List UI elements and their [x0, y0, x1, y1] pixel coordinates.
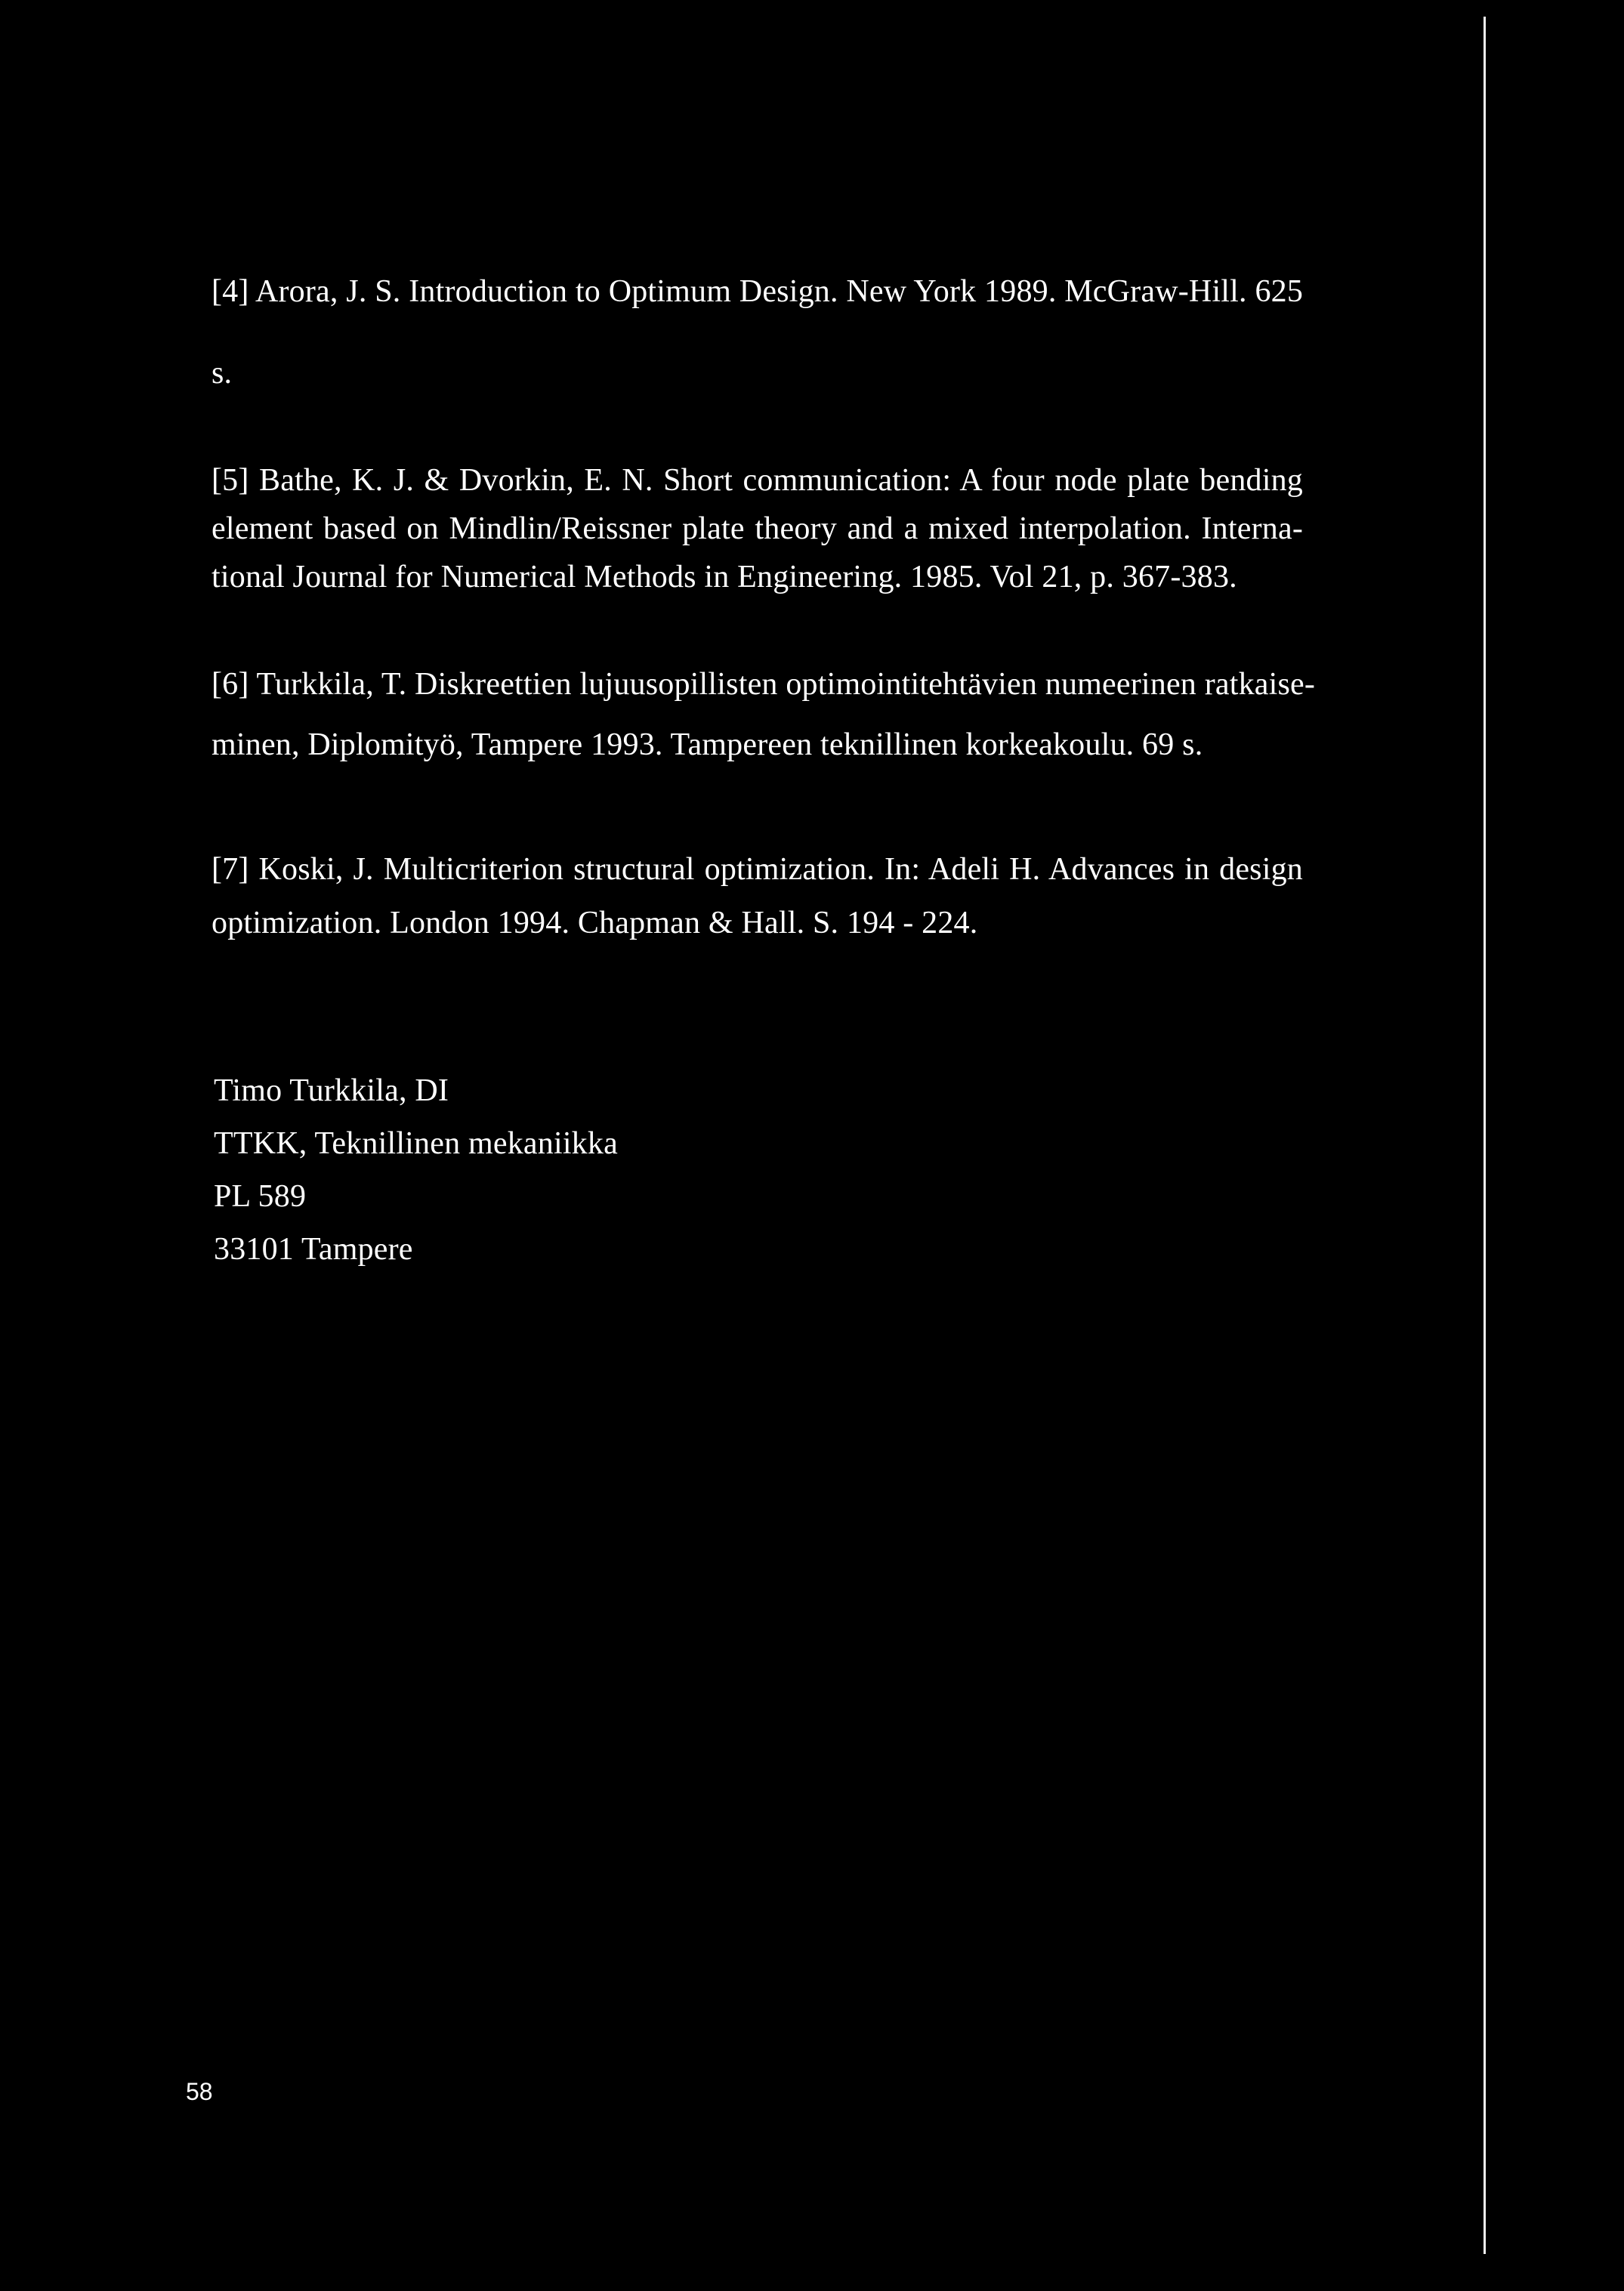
- reference-7-line-1: [7] Koski, J. Multicriterion structural optimization. In: Adeli H. Advances in design: [211, 852, 1303, 887]
- reference-5-line-3: tional Journal for Numerical Methods in Engineering. 1985. Vol 21, p. 367-383.: [211, 560, 1237, 594]
- reference-4-line-2: s.: [211, 356, 233, 391]
- reference-6-line-1: [6] Turkkila, T. Diskreettien lujuusopillisten optimointitehtävien numeerinen ratkaise-: [211, 667, 1316, 702]
- page-edge-line: [1484, 17, 1486, 2254]
- reference-4-line-1: [4] Arora, J. S. Introduction to Optimum Design. New York 1989. McGraw-Hill. 625: [211, 274, 1304, 309]
- reference-6-line-2: minen, Diplomityö, Tampere 1993. Tampereen teknillinen korkeakoulu. 69 s.: [211, 727, 1203, 762]
- author-city: 33101 Tampere: [214, 1232, 413, 1267]
- author-affiliation: TTKK, Teknillinen mekaniikka: [214, 1126, 618, 1161]
- author-po-box: PL 589: [214, 1179, 307, 1214]
- author-name: Timo Turkkila, DI: [214, 1073, 449, 1108]
- reference-5-line-2: element based on Mindlin/Reissner plate theory and a mixed interpolation. Interna-: [211, 511, 1303, 546]
- page-number: 58: [186, 2078, 213, 2105]
- reference-7-line-2: optimization. London 1994. Chapman & Hall. S. 194 - 224.: [211, 906, 978, 940]
- reference-5-line-1: [5] Bathe, K. J. & Dvorkin, E. N. Short communication: A four node plate bending: [211, 463, 1303, 498]
